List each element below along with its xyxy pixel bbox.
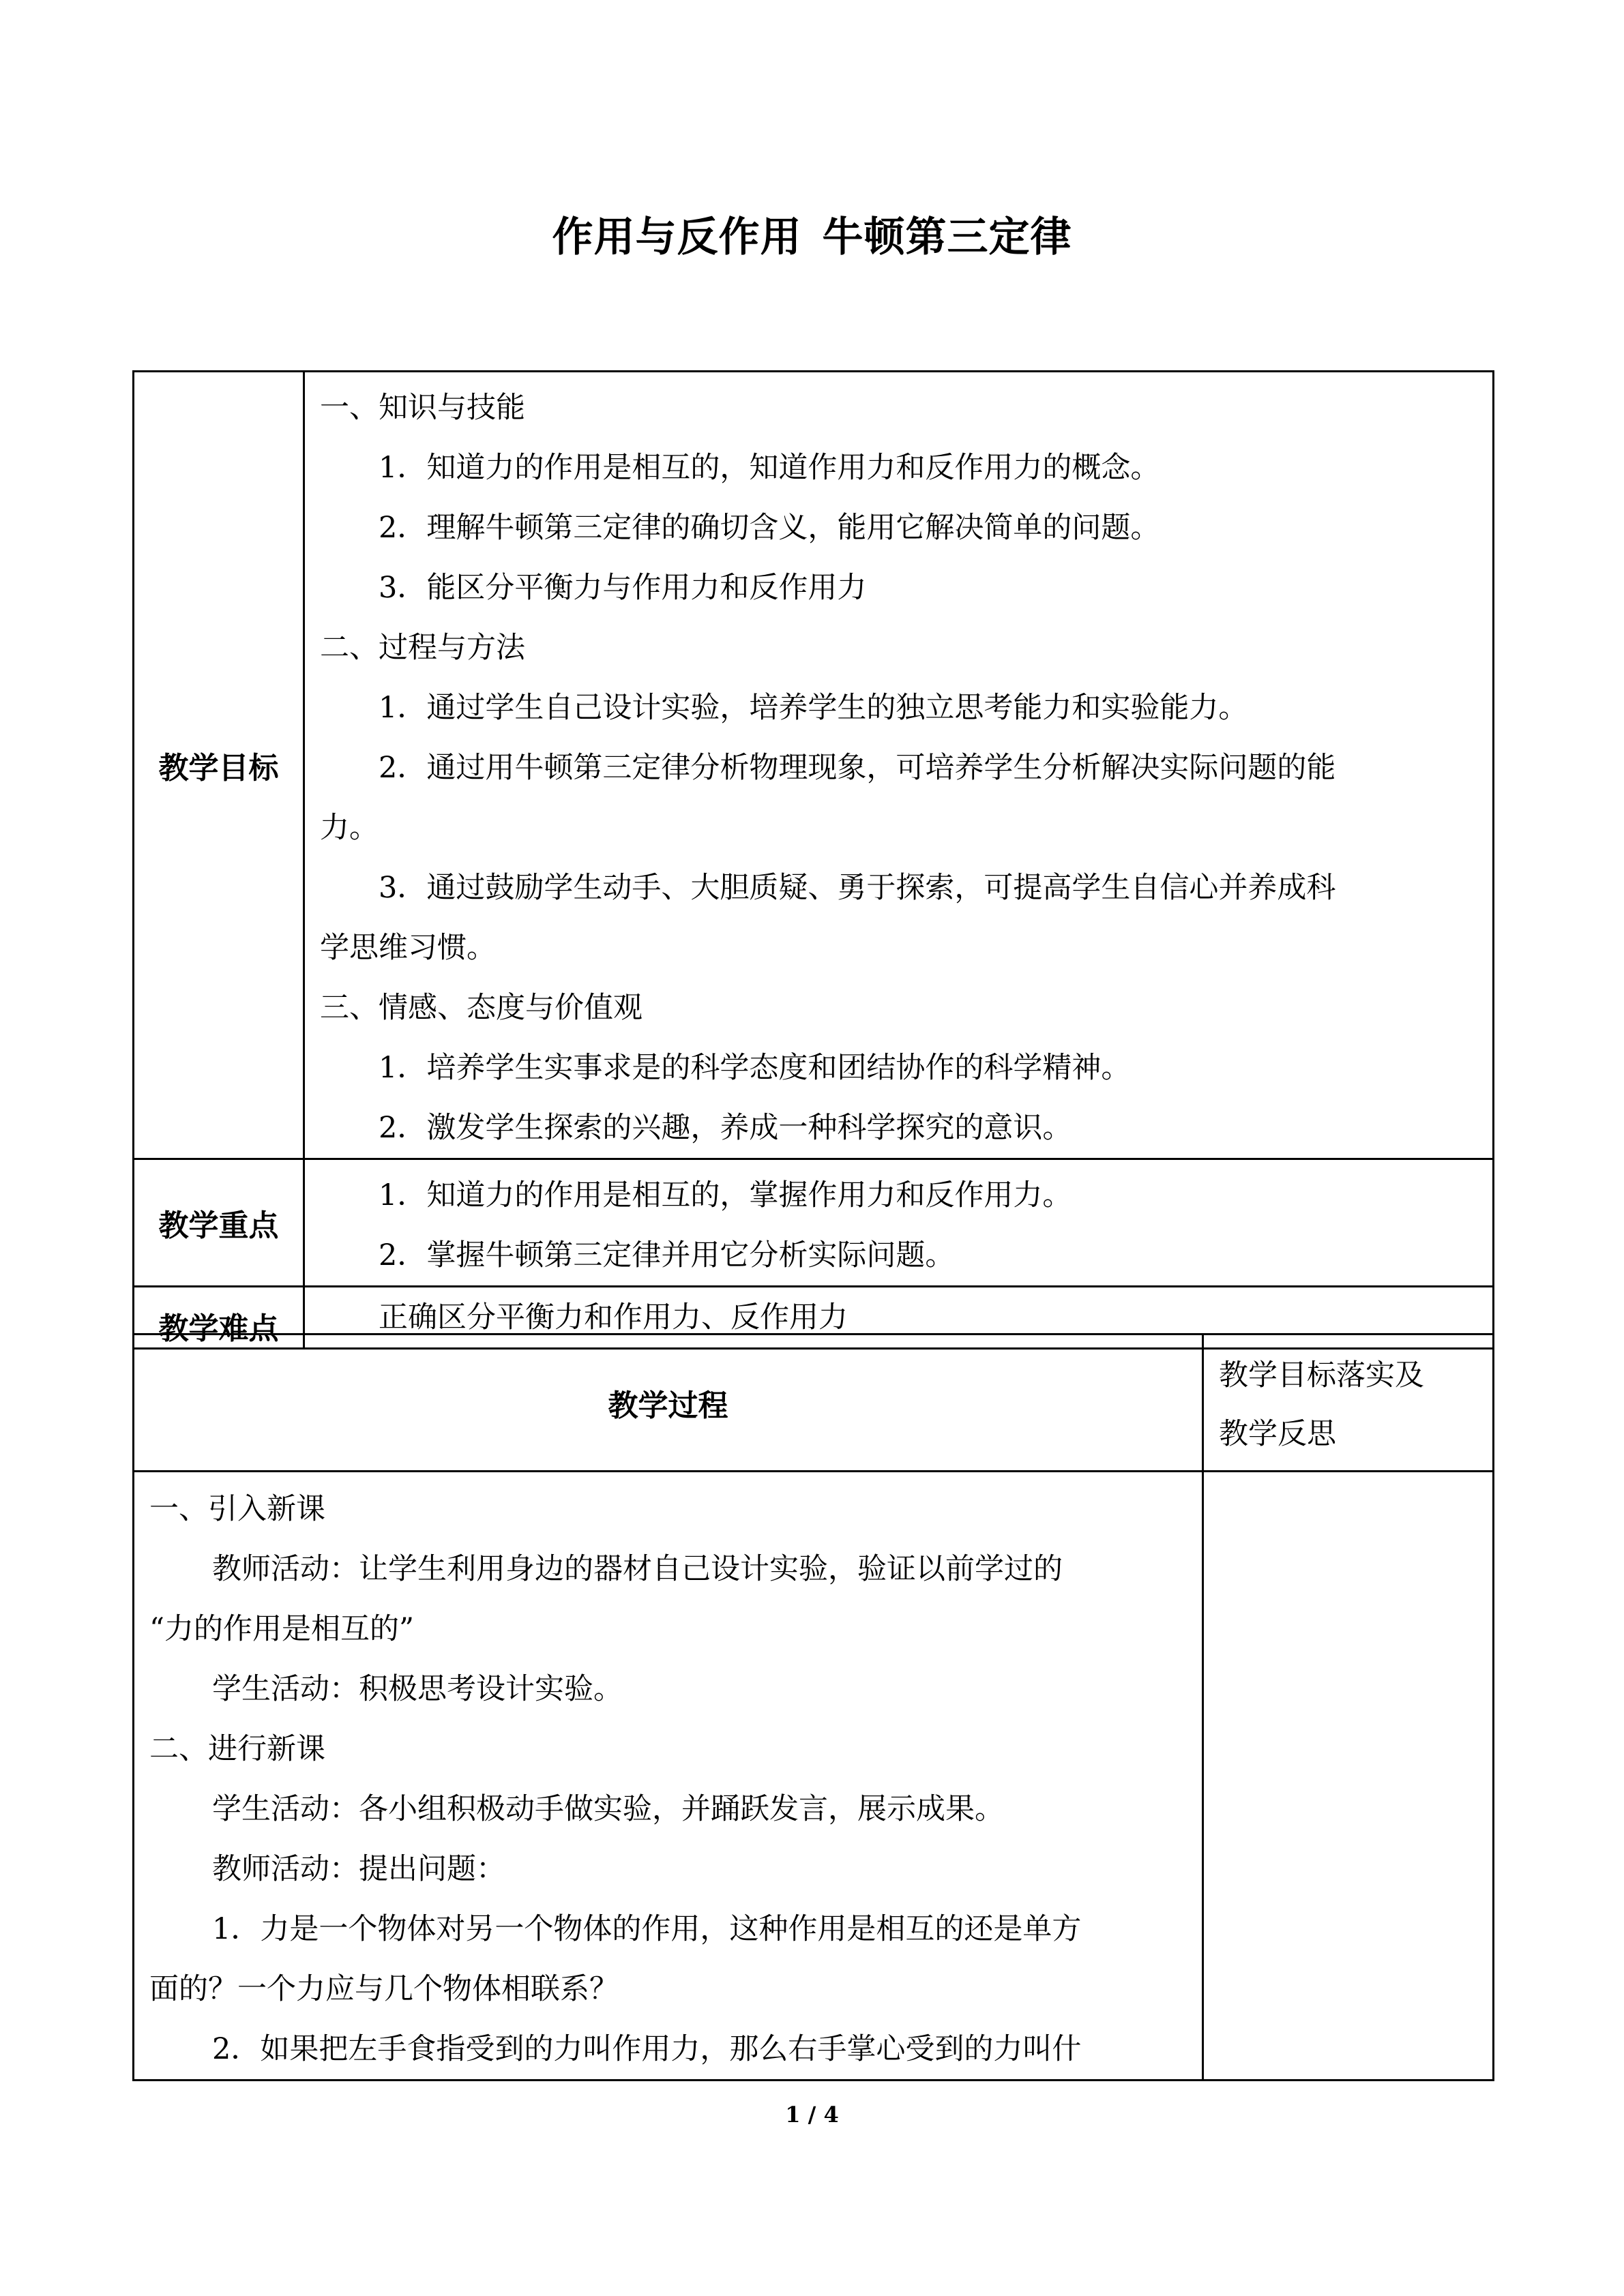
lesson-plan-table bbox=[132, 370, 1494, 1350]
process-line: 面的？一个力应与几个物体相联系？ bbox=[149, 1972, 619, 2006]
process-line: 学生活动：积极思考设计实验。 bbox=[212, 1672, 623, 1706]
objectives-label: 教学目标 bbox=[134, 372, 304, 1159]
objectives-line: 一、知识与技能 bbox=[320, 391, 525, 425]
process-header: 教学过程 bbox=[134, 1335, 1203, 1472]
key-points-content bbox=[304, 1159, 1494, 1287]
key-points-row bbox=[134, 1159, 1494, 1287]
process-line: 一、引入新课 bbox=[149, 1492, 325, 1526]
objectives-line: 1．通过学生自己设计实验，培养学生的独立思考能力和实验能力。 bbox=[379, 691, 1248, 725]
page-title bbox=[0, 205, 1624, 263]
objectives-line: 2．通过用牛顿第三定律分析物理现象，可培养学生分析解决实际问题的能 bbox=[379, 751, 1336, 785]
key-points-line: 2．掌握牛顿第三定律并用它分析实际问题。 bbox=[379, 1238, 955, 1272]
objectives-line: 1．培养学生实事求是的科学态度和团结协作的科学精神。 bbox=[379, 1051, 1131, 1085]
process-line: 1．力是一个物体对另一个物体的作用，这种作用是相互的还是单方 bbox=[212, 1912, 1082, 1946]
reflection-cell bbox=[1203, 1472, 1494, 2081]
process-body-row bbox=[134, 1472, 1494, 2081]
objectives-line: 力。 bbox=[320, 811, 379, 845]
objectives-line: 3．能区分平衡力与作用力和反作用力 bbox=[379, 571, 867, 605]
key-points-label: 教学重点 bbox=[134, 1159, 304, 1287]
objectives-line: 2．理解牛顿第三定律的确切含义，能用它解决简单的问题。 bbox=[379, 511, 1160, 545]
objectives-line: 3．通过鼓励学生动手、大胆质疑、勇于探索，可提高学生自信心并养成科 bbox=[379, 871, 1336, 905]
process-table bbox=[132, 1333, 1494, 2081]
reflection-header-line: 教学反思 bbox=[1219, 1417, 1336, 1451]
process-header-row bbox=[134, 1335, 1494, 1472]
process-line: 学生活动：各小组积极动手做实验，并踊跃发言，展示成果。 bbox=[212, 1792, 1004, 1826]
title-part-1: 作用与反作用 bbox=[552, 213, 802, 261]
objectives-content bbox=[304, 372, 1494, 1159]
page-indicator: 1 / 4 bbox=[785, 2102, 839, 2128]
key-points-line: 1．知道力的作用是相互的，掌握作用力和反作用力。 bbox=[379, 1178, 1072, 1212]
title-part-2: 牛顿第三定律 bbox=[822, 213, 1072, 261]
process-line: “力的作用是相互的” bbox=[149, 1612, 414, 1646]
objectives-line: 二、过程与方法 bbox=[320, 631, 525, 665]
difficulties-line: 正确区分平衡力和作用力、反作用力 bbox=[379, 1300, 848, 1335]
objectives-row bbox=[134, 372, 1494, 1159]
process-line: 教师活动：让学生利用身边的器材自己设计实验，验证以前学过的 bbox=[212, 1552, 1063, 1586]
objectives-line: 三、情感、态度与价值观 bbox=[320, 991, 643, 1025]
objectives-line: 2．激发学生探索的兴趣，养成一种科学探究的意识。 bbox=[379, 1111, 1072, 1145]
process-line: 教师活动：提出问题： bbox=[212, 1852, 505, 1886]
objectives-line: 学思维习惯。 bbox=[320, 931, 496, 965]
reflection-header bbox=[1203, 1335, 1494, 1472]
process-line: 二、进行新课 bbox=[149, 1732, 325, 1766]
reflection-header-line: 教学目标落实及 bbox=[1219, 1358, 1424, 1392]
objectives-line: 1．知道力的作用是相互的，知道作用力和反作用力的概念。 bbox=[379, 451, 1160, 485]
process-line: 2．如果把左手食指受到的力叫作用力，那么右手掌心受到的力叫什 bbox=[212, 2032, 1082, 2066]
process-content bbox=[134, 1472, 1203, 2081]
difficulties-label: 教学难点 bbox=[134, 1287, 304, 1349]
